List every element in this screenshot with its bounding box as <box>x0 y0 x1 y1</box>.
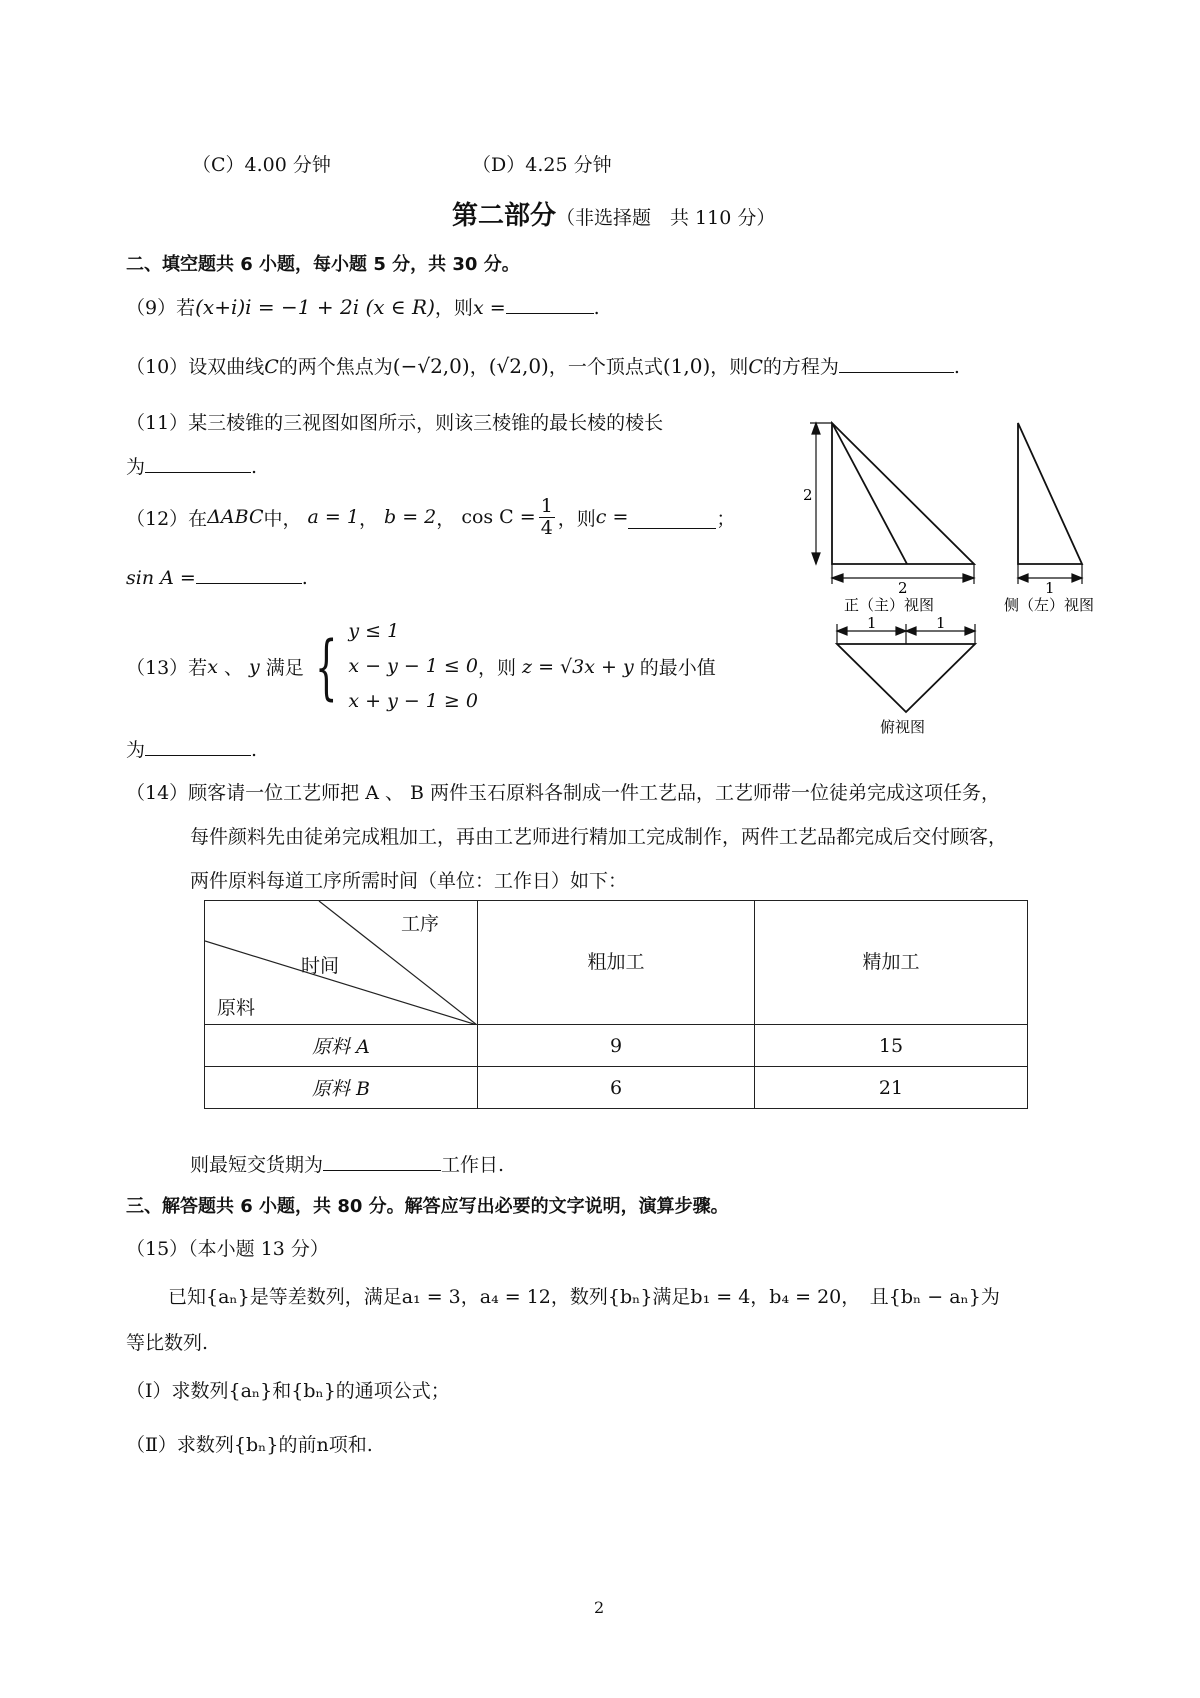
q13-sep: 、 <box>223 657 243 679</box>
q13-wei: 为 <box>126 739 146 761</box>
q9-answer-blank[interactable] <box>506 312 594 314</box>
q10-var-c-2: C <box>748 356 763 378</box>
table-corner-mid: 时间 <box>301 955 340 977</box>
question-11-line1: （11）某三棱锥的三视图如图所示，则该三棱锥的最长棱的棱长 <box>126 412 664 434</box>
q12-answer-blank-1[interactable] <box>628 527 716 529</box>
table-row <box>205 1067 1028 1109</box>
q10-text5: 的方程为 <box>762 356 839 378</box>
table-row-label: 原料 B <box>205 1067 478 1109</box>
top-right-dim-label: 1 <box>936 614 946 632</box>
side-view <box>1018 423 1082 564</box>
question-11-line2 <box>126 452 257 479</box>
q11-wei: 为 <box>126 456 146 478</box>
q10-var-c: C <box>264 356 279 378</box>
q9-end: . <box>593 297 600 319</box>
question-10 <box>126 352 960 379</box>
q13-text2: 的最小值 <box>639 657 716 679</box>
q9-text: 若 <box>176 297 196 319</box>
top-left-dim-label: 1 <box>867 614 877 632</box>
q9-number: （9） <box>126 297 177 319</box>
q13-answer-blank[interactable] <box>145 754 251 756</box>
q10-focus-1: (−√2,0) <box>392 354 470 378</box>
table-row-label: 原料 A <box>205 1025 478 1067</box>
q13-y: y <box>249 655 260 678</box>
question-14-line2: 每件颜料先由徒弟完成粗加工，再由工艺师进行精加工完成制作，两件工艺品都完成后交付顾客， <box>190 826 1008 848</box>
section2-header: 二、填空题共 6 小题，每小题 5 分，共 30 分。 <box>126 254 520 275</box>
q12-fraction <box>539 496 555 539</box>
table-row <box>205 1025 1028 1067</box>
q13-number: （13）若 <box>126 657 208 679</box>
q12-sin: sin A = <box>126 567 196 589</box>
question-12: （12）在 ΔABC 中， a = 1 ， b = 2 ， cos C = $\frac{1}{4}$ ，则 c = ； <box>126 495 736 539</box>
q10-sep: ， <box>469 356 489 378</box>
part-title-sub: （非选择题 共 110 分） <box>556 207 776 229</box>
q10-focus-2: (√2,0) <box>488 354 549 378</box>
question-13-line2 <box>126 735 257 762</box>
question-15-part1: （Ⅰ）求数列{aₙ}和{bₙ}的通项公式； <box>126 1380 450 1402</box>
q12-frac-den: 4 <box>540 516 553 539</box>
table-corner-cell <box>205 901 478 1025</box>
question-15-title: （15）（本小题 13 分） <box>126 1238 329 1260</box>
part-title-main: 第二部分 <box>452 201 557 231</box>
table-corner-top: 工序 <box>401 913 440 935</box>
front-view <box>832 423 974 564</box>
front-height-label: 2 <box>803 486 813 504</box>
front-view-label: 正（主）视图 <box>844 596 935 614</box>
process-time-table <box>204 900 1028 1109</box>
table-corner-bottom: 原料 <box>217 997 256 1019</box>
q10-text4: ，则 <box>710 356 749 378</box>
page-number: 2 <box>594 1598 605 1617</box>
q10-text3: ，一个顶点式 <box>548 356 663 378</box>
question-12-line2 <box>126 567 308 589</box>
q12-end: ； <box>716 507 736 530</box>
question-15-body2: 等比数列. <box>126 1332 209 1354</box>
q12-end2: . <box>301 567 308 589</box>
q14-answer-unit: 工作日. <box>441 1154 505 1176</box>
q14-answer-text: 则最短交货期为 <box>190 1154 324 1176</box>
question-14-answer <box>190 1150 504 1177</box>
question-13 <box>126 614 716 719</box>
q13-constraints <box>348 614 478 719</box>
question-14-line3: 两件原料每道工序所需时间（单位：工作日）如下： <box>190 870 628 892</box>
q12-b: b = 2 <box>384 506 437 529</box>
q12-then: ，则 <box>557 507 596 530</box>
question-15-body1: 已知{aₙ}是等差数列，满足a₁ = 3，a₄ = 12，数列{bₙ}满足b₁ = 4，b₄ = 20， 且{bₙ − aₙ}为 <box>168 1286 1000 1308</box>
table-cell: 6 <box>478 1067 755 1109</box>
side-width-label: 1 <box>1045 579 1055 597</box>
q11-answer-blank[interactable] <box>145 471 251 473</box>
q14-answer-blank[interactable] <box>323 1169 441 1171</box>
q10-vertex: (1,0) <box>662 354 711 378</box>
front-view-height-dim <box>810 423 832 564</box>
q13-brace: { <box>314 625 338 708</box>
q12-a: a = 1 <box>307 506 359 529</box>
option-d: （D）4.25 分钟 <box>472 154 612 176</box>
front-width-label: 2 <box>898 579 908 597</box>
q10-text: 设双曲线 <box>188 356 265 378</box>
table-header: 粗加工 <box>478 901 755 1025</box>
top-view <box>837 644 975 712</box>
q10-text2: 的两个焦点为 <box>278 356 393 378</box>
q9-text-b: ，则 <box>434 297 473 319</box>
part-title <box>452 195 775 232</box>
q9-variable: x = <box>472 297 506 319</box>
question-9 <box>126 293 600 320</box>
q13-text: 满足 <box>265 657 304 679</box>
q12-answer-blank-2[interactable] <box>196 582 302 584</box>
question-15-part2: （Ⅱ）求数列{bₙ}的前n项和. <box>126 1434 373 1456</box>
question-14-line1: （14）顾客请一位工艺师把 A 、 B 两件玉石原料各制成一件工艺品，工艺师带一位徒弟完成这项任务， <box>126 782 1001 804</box>
section3-header: 三、解答题共 6 小题，共 80 分。解答应写出必要的文字说明，演算步骤。 <box>126 1196 729 1217</box>
q12-text1: 中， <box>263 507 302 530</box>
q12-triangle: ΔABC <box>207 506 264 529</box>
q13-then: ，则 <box>477 657 516 679</box>
q9-expression: (x+i)i = −1 + 2i (x ∈ R) <box>195 295 435 319</box>
top-view-dims <box>837 624 975 644</box>
side-view-label: 侧（左）视图 <box>1004 596 1095 614</box>
q10-end: . <box>953 356 960 378</box>
q13-objective: z = √3x + y <box>522 655 634 678</box>
table-cell: 21 <box>755 1067 1028 1109</box>
q10-number: （10） <box>126 356 189 378</box>
option-c: （C）4.00 分钟 <box>192 154 331 176</box>
q10-answer-blank[interactable] <box>839 371 954 373</box>
three-view-figure <box>800 410 1120 740</box>
q13-end: . <box>251 739 258 761</box>
q13-x: x <box>207 655 218 678</box>
top-view-label: 俯视图 <box>880 718 926 736</box>
table-cell: 9 <box>478 1025 755 1067</box>
q13-constraint-3: x + y − 1 ≥ 0 <box>348 690 478 712</box>
q12-cos: cos C = <box>461 506 536 529</box>
q11-end: . <box>251 456 258 478</box>
q13-constraint-1: y ≤ 1 <box>348 620 400 642</box>
q12-number: （12）在 <box>126 507 208 530</box>
table-header: 精加工 <box>755 901 1028 1025</box>
table-cell: 15 <box>755 1025 1028 1067</box>
q13-constraint-2: x − y − 1 ≤ 0 <box>348 655 478 677</box>
q12-frac-num: 1 <box>540 495 553 517</box>
q12-c: c = <box>595 506 629 529</box>
